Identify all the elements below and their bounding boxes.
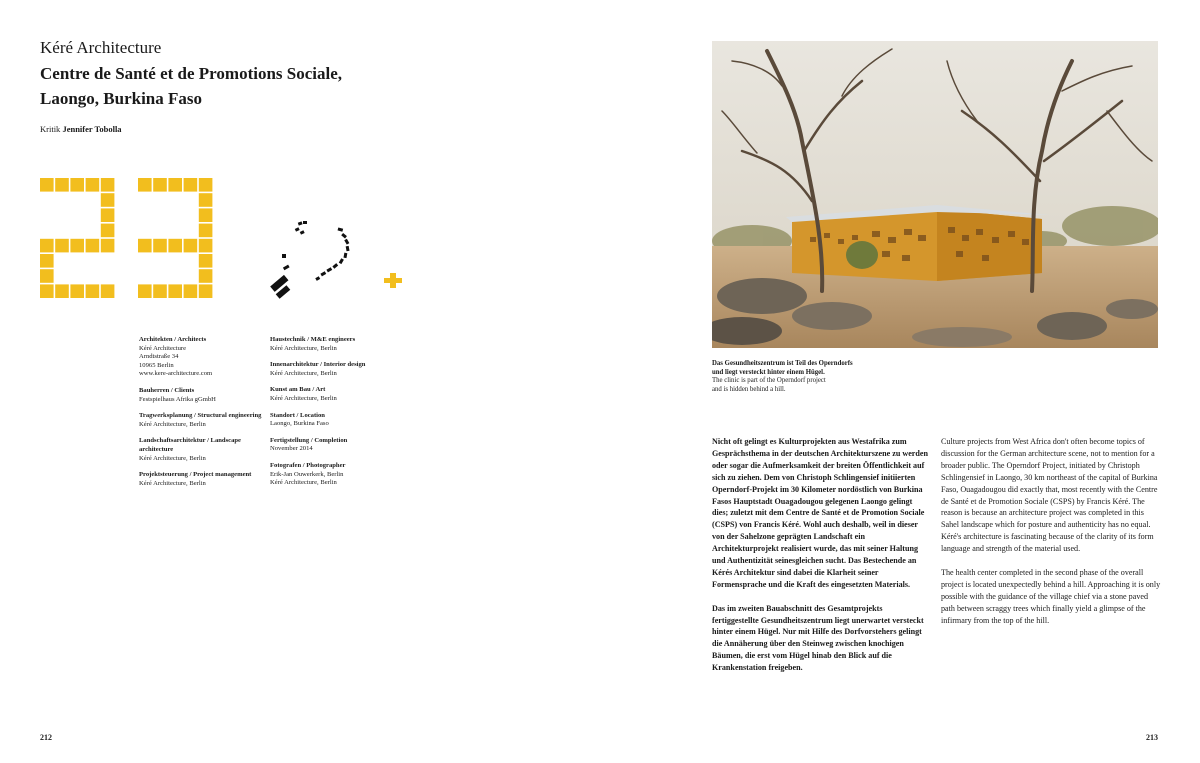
digit-cell <box>138 239 152 253</box>
credit-block <box>270 361 395 378</box>
credits-column-2 <box>270 336 395 496</box>
german-paragraph: Das im zweiten Bauabschnitt des Gesamtprojekts fertiggestellte Gesundheitszentrum liegt unerwartet versteckt hinter einem Hügel. Nur mit Hilfe des Dorfvorstehers gelingt die Annäherung über den Steinweg zwischen knochigen Bäumen, die erst vom Hügel hinab den Blick auf die Krankenstation freigeben. <box>712 603 924 673</box>
credit-value: Kéré Architecture, Berlin <box>270 394 337 402</box>
credit-heading: Haustechnik / M&E engineers <box>270 336 356 343</box>
credit-value: Kéré Architecture <box>139 344 187 352</box>
digit-cell <box>138 178 152 192</box>
digit-cell <box>199 239 213 253</box>
german-text-column <box>712 436 928 686</box>
credit-block <box>270 386 395 403</box>
photo-caption <box>712 360 952 395</box>
page-number-right: 213 <box>1146 733 1158 742</box>
caption-german-line2: und liegt versteckt hinter einem Hügel. <box>712 368 825 376</box>
digit-cell <box>55 239 69 253</box>
credit-heading: Innenarchitektur / Interior design <box>270 361 366 369</box>
digit-cell <box>199 269 213 283</box>
digit-cell <box>40 239 54 253</box>
digit-cell <box>55 178 69 192</box>
page-number-left: 212 <box>40 733 52 742</box>
credit-heading: Bauherren / Clients <box>139 386 195 394</box>
digit-cell <box>40 178 54 192</box>
credit-value: www.kere-architecture.com <box>139 370 213 378</box>
digit-3 <box>138 178 212 298</box>
german-paragraph: Nicht oft gelingt es Kulturprojekten aus Westafrika zum Gesprächsthema in der deutschen Architekturszene zu werden oder sogar die Aufmerksamkeit der breiten Öffentlichkeit auf sich zu ziehen. Dem von Christoph Schlingensief initiierten Operndorf-Projekt im 30 Kilometer nordöstlich von Burkina Fasos Hauptstadt Ouagadougou gelegenen Laongo gelingt dies; zuletzt mit dem Centre de Santé et de Promotion Sociale (CSPS) von Francis Kéré. Wohl auch deshalb, weil in dieser von der Sahelzone geprägten Landschaft ein Architekturprojekt realisiert wurde, das mit seiner Haltung und Authentizität seinesgleichen sucht. Das Bestechende an Kérés Architektur sind dabei die Klarheit seiner Formensprache und die Kraft des eingesetzten Materials. <box>712 437 928 589</box>
digit-cell <box>199 224 213 238</box>
digit-cell <box>101 284 115 298</box>
credit-block <box>270 412 395 429</box>
credit-heading: Standort / Location <box>270 411 325 419</box>
caption-english-line2: and is hidden behind a hill. <box>712 386 786 394</box>
credit-value: Kéré Architecture, Berlin <box>270 369 337 377</box>
digit-cell <box>184 239 198 253</box>
digit-cell <box>70 284 84 298</box>
digit-cell <box>86 284 100 298</box>
credit-block <box>270 437 395 454</box>
english-text-column <box>941 436 1161 638</box>
english-paragraph: Culture projects from West Africa don't often become topics of discussion for the German architecture scene, not to mention for a broader public. The Operndorf Project, initiated by Christoph Schlingensief in Laongo, 30 km northeast of the capital of Burkina Faso, Ouagadougou did exactly that, most recently with the Centre de Santé et de Promotion Sociale (CSPS) by Francis Kéré. The reason is because an architecture project was completed in this Sahel landscape which for posture and authenticity has no equal. Kéré's architecture is fascinating because of the clarity of its form language and strength of the material used. <box>941 437 1158 554</box>
critic-label: Kritik <box>40 124 61 134</box>
credit-value: Laongo, Burkina Faso <box>270 420 329 428</box>
credit-block <box>139 437 264 463</box>
digit-cell <box>86 239 100 253</box>
credit-heading: Landschaftsarchitektur / Landscape architecture <box>139 437 241 453</box>
building-footprints <box>270 221 349 299</box>
credit-value: November 2014 <box>270 445 313 453</box>
digit-cell <box>70 239 84 253</box>
digit-cell <box>101 224 115 238</box>
credit-heading: Kunst am Bau / Art <box>270 386 326 394</box>
credits-column-1 <box>139 336 264 496</box>
project-title <box>40 61 400 111</box>
digit-cell <box>138 284 152 298</box>
digit-cell <box>153 239 167 253</box>
digit-cell <box>199 208 213 222</box>
credit-heading: Fertigstellung / Completion <box>270 436 348 444</box>
digit-cell <box>184 178 198 192</box>
digit-cell <box>40 284 54 298</box>
credit-heading: Tragwerksplanung / Structural engineering <box>139 412 262 420</box>
project-title-line2: Laongo, Burkina Faso <box>40 89 203 108</box>
project-number-graphic <box>40 178 220 302</box>
digit-cell <box>199 254 213 268</box>
digit-2 <box>40 178 114 298</box>
digit-cell <box>70 178 84 192</box>
english-paragraph: The health center completed in the second phase of the overall project is located unexpectedly behind a hill. Approaching it is only possible with the guidance of the village chief via a stone paved path between scraggy trees which finally yield a glimpse of the infirmary from the top of the hill. <box>941 567 1161 625</box>
clinic-photo <box>712 41 1158 348</box>
credit-value: Kéré Architecture, Berlin <box>270 344 337 352</box>
digit-cell <box>199 284 213 298</box>
site-plan-graphic <box>262 218 404 302</box>
clinic-building <box>786 205 1050 281</box>
credit-value: Festspielhaus Afrika gGmbH <box>139 395 216 403</box>
digit-cell <box>55 284 69 298</box>
critic-credit <box>40 124 122 134</box>
digit-cell <box>101 239 115 253</box>
digit-cell <box>153 178 167 192</box>
digit-cell <box>199 178 213 192</box>
credit-value: Kéré Architecture, Berlin <box>139 479 206 487</box>
credit-block <box>139 387 264 404</box>
credit-block <box>270 336 395 353</box>
credit-value: 10965 Berlin <box>139 361 174 369</box>
credit-block <box>139 471 264 488</box>
credit-heading: Projektsteuerung / Project management <box>139 471 252 479</box>
architect-firm: Kéré Architecture <box>40 38 162 57</box>
critic-name: Jennifer Tobolla <box>62 124 122 134</box>
credit-value: Erik-Jan Ouwerkerk, Berlin <box>270 470 344 478</box>
digit-cell <box>199 193 213 207</box>
digit-cell <box>40 269 54 283</box>
credit-heading: Architekten / Architects <box>139 336 207 343</box>
caption-german-line1: Das Gesundheitszentrum ist Teil des Operndorfs <box>712 360 853 367</box>
digit-cell <box>101 178 115 192</box>
credit-block <box>270 462 395 488</box>
credit-value: Kéré Architecture, Berlin <box>139 420 206 428</box>
digit-cell <box>40 254 54 268</box>
digit-cell <box>101 193 115 207</box>
credit-value: Arndtstraße 34 <box>139 353 179 361</box>
credit-value: Kéré Architecture, Berlin <box>139 454 206 462</box>
digit-cell <box>86 178 100 192</box>
digit-cell <box>168 239 182 253</box>
credit-block <box>139 336 264 379</box>
digit-cell <box>184 284 198 298</box>
credit-heading: Fotografen / Photographer <box>270 461 346 469</box>
credit-block <box>139 412 264 429</box>
credit-value: Kéré Architecture, Berlin <box>270 479 337 487</box>
digit-cell <box>168 284 182 298</box>
caption-english-line1: The clinic is part of the Operndorf project <box>712 377 826 385</box>
project-title-line1: Centre de Santé et de Promotions Sociale, <box>40 64 343 83</box>
digit-cell <box>168 178 182 192</box>
digit-cell <box>153 284 167 298</box>
clinic-footprint <box>384 273 402 288</box>
digit-cell <box>101 208 115 222</box>
